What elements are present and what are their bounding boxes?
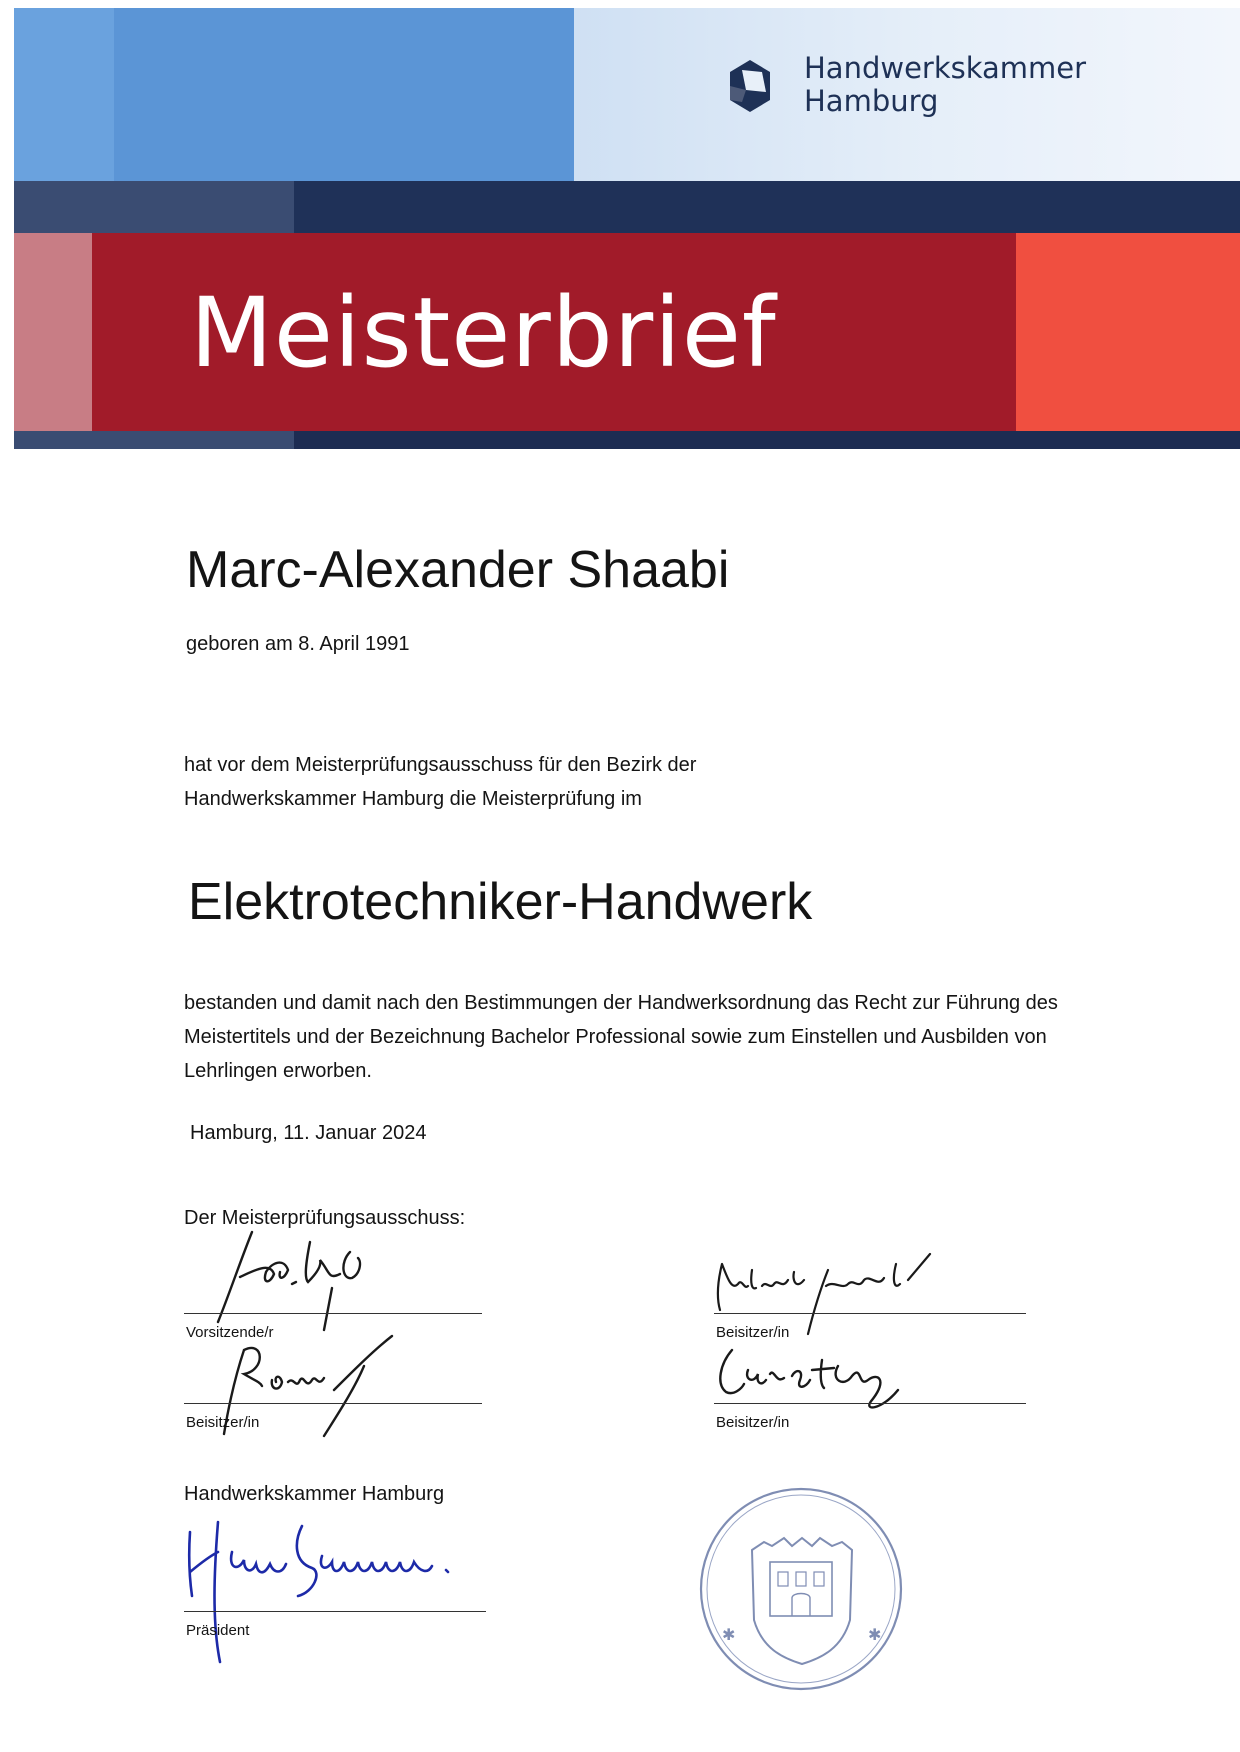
intro-line-2: Handwerkskammer Hamburg die Meisterprüfung im <box>184 788 642 810</box>
assessor-signature-line-3 <box>714 1403 1026 1404</box>
chamber-logo-icon <box>722 58 778 114</box>
svg-text:✱: ✱ <box>722 1625 736 1644</box>
chamber-seal <box>692 1480 910 1698</box>
chair-signature <box>200 1222 440 1332</box>
logo-line-2: Hamburg <box>804 84 939 118</box>
logo-line-1: Handwerkskammer <box>804 51 1087 85</box>
recipient-name: Marc-Alexander Shaabi <box>186 541 730 599</box>
header-band-pink <box>14 233 92 431</box>
chamber-heading: Handwerkskammer Hamburg <box>184 1483 445 1505</box>
header-band-bottom-left <box>14 431 294 449</box>
chamber-logo-text <box>804 52 1086 118</box>
assessor-signature-3 <box>712 1340 922 1420</box>
assessor-signature-line-2 <box>714 1313 1026 1314</box>
chair-signature-line <box>184 1313 482 1314</box>
committee-heading: Der Meisterprüfungsausschuss: <box>184 1207 466 1229</box>
birth-date: geboren am 8. April 1991 <box>186 633 410 655</box>
statement-line-1: bestanden und damit nach den Bestimmungen der Handwerksordnung das Recht zur Führung des <box>184 992 1058 1014</box>
intro-text <box>184 748 884 816</box>
statement-text <box>184 986 1104 1088</box>
header-band-blue-edge <box>14 8 114 181</box>
assessor-label-3: Beisitzer/in <box>716 1414 790 1431</box>
assessor-label-2: Beisitzer/in <box>716 1324 790 1341</box>
chair-label: Vorsitzende/r <box>186 1324 274 1341</box>
assessor-label-1: Beisitzer/in <box>186 1414 260 1431</box>
header-band-navy-left <box>14 181 294 233</box>
header-band-coral <box>1016 233 1240 431</box>
intro-line-1: hat vor dem Meisterprüfungsausschuss für den Bezirk der <box>184 754 697 776</box>
document-title: Meisterbrief <box>190 277 777 389</box>
svg-text:✱: ✱ <box>868 1625 882 1644</box>
trade-title: Elektrotechniker-Handwerk <box>188 873 813 931</box>
president-signature <box>182 1512 512 1672</box>
statement-line-3: Lehrlingen erworben. <box>184 1060 372 1082</box>
president-label: Präsident <box>186 1622 250 1639</box>
place-date: Hamburg, 11. Januar 2024 <box>190 1122 427 1144</box>
assessor-signature-line-1 <box>184 1403 482 1404</box>
statement-line-2: Meistertitels und der Bezeichnung Bachelor Professional sowie zum Einstellen und Ausbilden von <box>184 1026 1047 1048</box>
president-signature-line <box>184 1611 486 1612</box>
